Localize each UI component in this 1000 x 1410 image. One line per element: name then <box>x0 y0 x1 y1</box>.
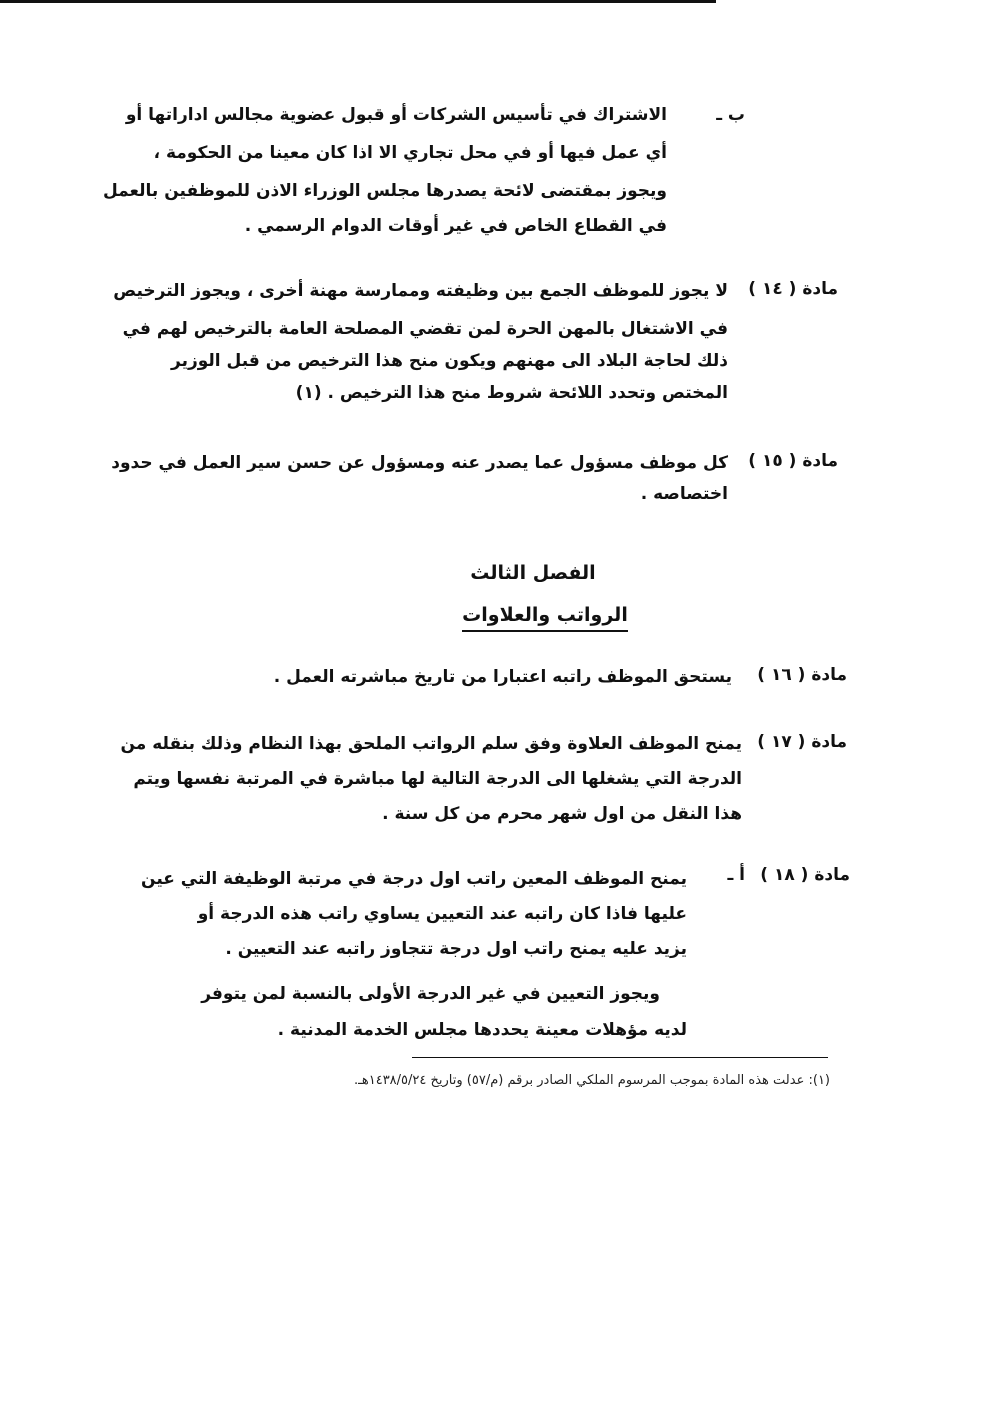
section-b-line-4: في القطاع الخاص في غير أوقات الدوام الرسمي . <box>244 216 667 236</box>
article-14-label: مادة ( ١٤ ) <box>748 279 838 299</box>
article-14-line-2: في الاشتغال بالمهن الحرة لمن تقضي المصلحة العامة بالترخيص لهم في <box>122 319 728 339</box>
article-14-line-1: لا يجوز للموظف الجمع بين وظيفته وممارسة مهنة أخرى ، ويجوز الترخيص <box>113 281 728 301</box>
top-border-rule <box>0 0 716 3</box>
article-18-line-5: لديه مؤهلات معينة يحددها مجلس الخدمة المدنية . <box>277 1020 687 1040</box>
article-18-label: مادة ( ١٨ ) <box>760 865 850 885</box>
article-15-label: مادة ( ١٥ ) <box>748 451 838 471</box>
article-17-line-1: يمنح الموظف العلاوة وفق سلم الرواتب الملحق بهذا النظام وذلك بنقله من <box>120 734 742 754</box>
article-17-label: مادة ( ١٧ ) <box>757 732 847 752</box>
article-17-line-2: الدرجة التي يشغلها الى الدرجة التالية لها مباشرة في المرتبة نفسها ويتم <box>133 769 742 789</box>
section-b-line-3: ويجوز بمقتضى لائحة يصدرها مجلس الوزراء الاذن للموظفين بالعمل <box>102 181 667 201</box>
article-18-line-3: يزيد عليه يمنح راتب اول درجة تتجاوز راتبه عند التعيين . <box>225 939 687 959</box>
article-18-line-2: عليها فاذا كان راتبه عند التعيين يساوي راتب هذه الدرجة أو <box>197 904 687 924</box>
article-14-line-4: المختص وتحدد اللائحة شروط منح هذا الترخيص . (١) <box>295 383 728 403</box>
article-18-sub-label: أ ـ <box>727 865 745 885</box>
section-b-line-1: الاشتراك في تأسيس الشركات أو قبول عضوية مجالس اداراتها أو <box>125 105 667 125</box>
footnote-text: (١): عدلت هذه المادة بموجب المرسوم الملكي الصادر برقم (م/٥٧) وتاريخ ١٤٣٨/٥/٢٤هـ. <box>353 1073 830 1088</box>
chapter-title: الفصل الثالث <box>470 562 596 584</box>
article-16-line-1: يستحق الموظف راتبه اعتبارا من تاريخ مباشرته العمل . <box>273 667 732 687</box>
article-18-line-1: يمنح الموظف المعين راتب اول درجة في مرتبة الوظيفة التي عين <box>141 869 687 889</box>
footnote-separator <box>412 1057 828 1058</box>
article-16-label: مادة ( ١٦ ) <box>757 665 847 685</box>
article-15-line-1: كل موظف مسؤول عما يصدر عنه ومسؤول عن حسن سير العمل في حدود <box>111 453 728 473</box>
chapter-subtitle: الرواتب والعلاوات <box>462 604 628 632</box>
article-14-line-3: ذلك لحاجة البلاد الى مهنهم ويكون منح هذا الترخيص من قبل الوزير <box>171 351 728 371</box>
article-17-line-3: هذا النقل من اول شهر محرم من كل سنة . <box>382 804 742 824</box>
section-b-label: ب ـ <box>716 105 745 125</box>
section-b-line-2: أي عمل فيها أو في محل تجاري الا اذا كان معينا من الحكومة ، <box>153 143 667 163</box>
article-15-line-2: اختصاصه . <box>640 484 728 504</box>
article-18-line-4: ويجوز التعيين في غير الدرجة الأولى بالنسبة لمن يتوفر <box>201 984 660 1004</box>
